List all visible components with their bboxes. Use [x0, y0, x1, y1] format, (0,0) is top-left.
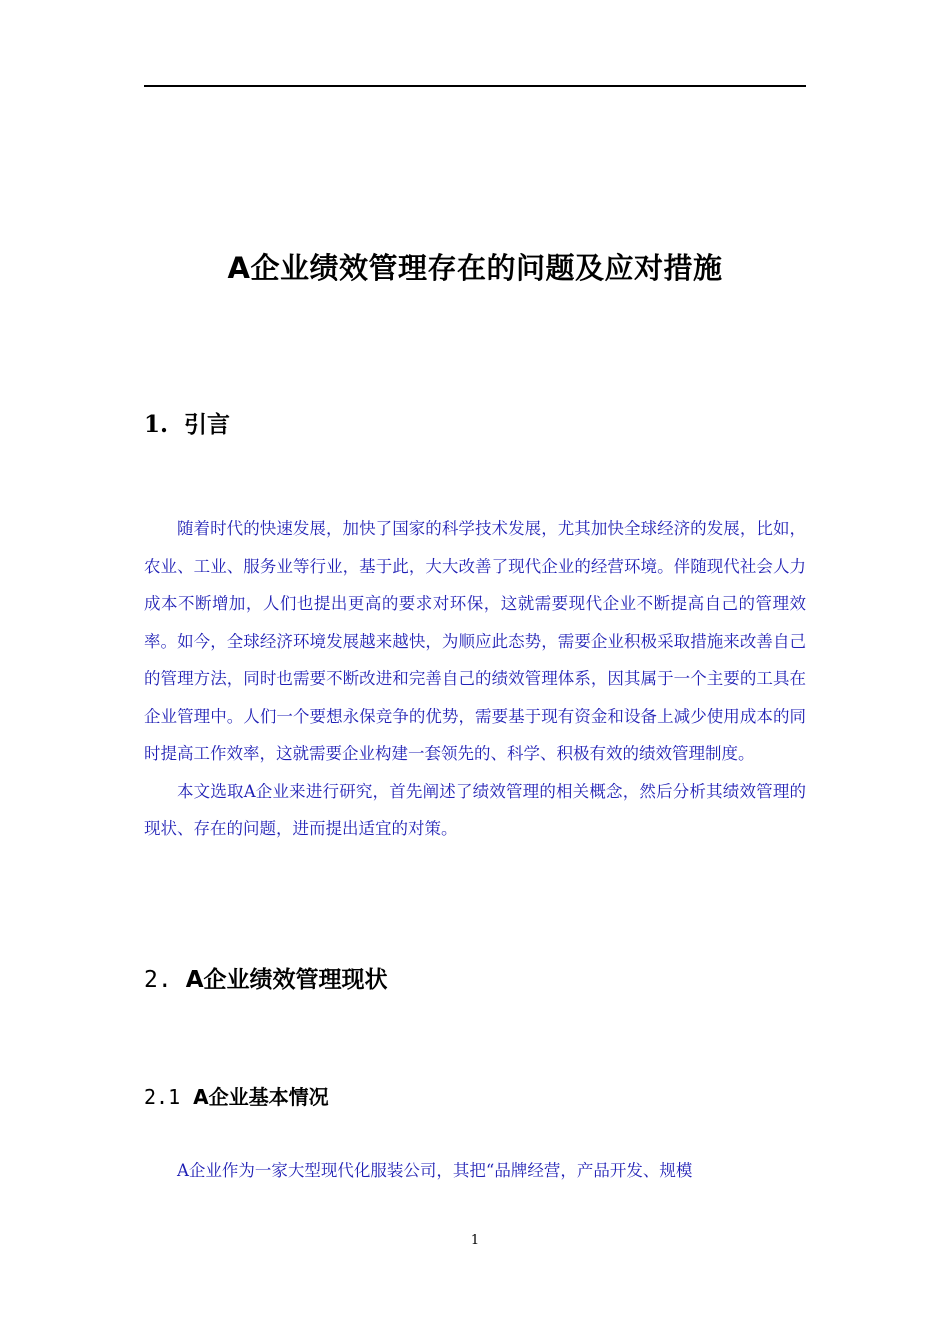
- paragraph: A企业作为一家大型现代化服装公司，其把“品牌经营，产品开发、规模: [177, 1161, 693, 1180]
- section-heading-status: [144, 961, 388, 994]
- intro-body: [144, 510, 806, 848]
- subsection-heading-basic: [144, 1081, 329, 1110]
- section-heading-intro: [144, 406, 230, 439]
- section-number: 2.: [144, 967, 172, 993]
- subsection-number: 2.1: [144, 1085, 181, 1109]
- document-title: A企业绩效管理存在的问题及应对措施: [227, 251, 723, 285]
- section-title: 引言: [184, 412, 231, 438]
- basic-body: [144, 1152, 806, 1190]
- section-number: 1.: [144, 411, 169, 438]
- header-rule: [144, 85, 806, 87]
- page-number: 1: [470, 1233, 480, 1248]
- paragraph: 随着时代的快速发展，加快了国家的科学技术发展，尤其加快全球经济的发展，比如，农业、工业、服务业等行业，基于此，大大改善了现代企业的经营环境。伴随现代社会人力成本不断增加，人们也提出更高的要求对环保，这就需要现代企业不断提高自己的管理效率。如今，全球经济环境发展越来越快，为顺应此态势，需要企业积极采取措施来改善自己的管理方法，同时也需要不断改进和完善自己的绩效管理体系，因其属于一个主要的工具在企业管理中。人们一个要想永保竞争的优势，需要基于现有资金和设备上减少使用成本的同时提高工作效率，这就需要企业构建一套领先的、科学、积极有效的绩效管理制度。: [144, 519, 806, 763]
- subsection-title: A企业基本情况: [193, 1085, 329, 1109]
- section-title: A企业绩效管理现状: [185, 967, 388, 993]
- paragraph: 本文选取A企业来进行研究，首先阐述了绩效管理的相关概念，然后分析其绩效管理的现状、存在的问题，进而提出适宜的对策。: [144, 781, 806, 838]
